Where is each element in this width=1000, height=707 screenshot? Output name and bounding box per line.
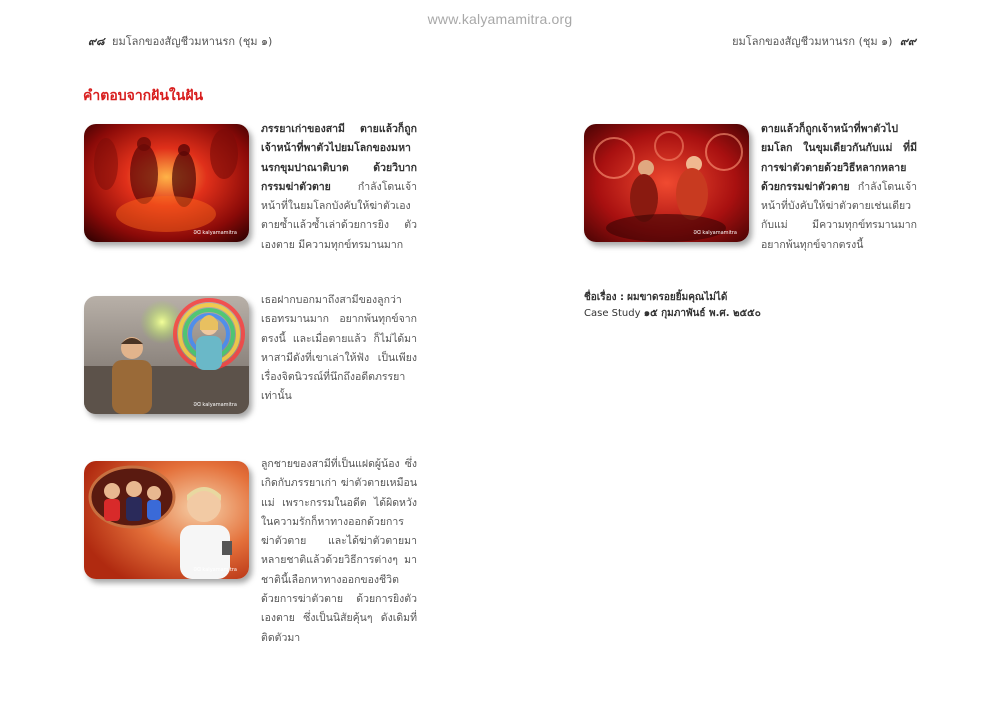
paragraph-son-fate xyxy=(761,120,917,255)
story-title-line xyxy=(584,290,784,306)
image-watermark: ᘐᗡ kalyamamitra xyxy=(193,402,237,408)
section-title: คำตอบจากฝันในฝัน xyxy=(83,88,204,104)
paragraph-wife-message xyxy=(261,291,417,407)
story-case-line xyxy=(584,306,784,322)
illustration-wife-hell xyxy=(84,124,249,242)
book-title-left: ยมโลกของสัญชีวมหานรก (ชุม ๑) xyxy=(112,35,273,48)
story-caption xyxy=(584,290,784,322)
paragraph-son-story xyxy=(261,455,417,648)
image-watermark: ᘐᗡ kalyamamitra xyxy=(193,567,237,573)
image-watermark: ᘐᗡ kalyamamitra xyxy=(693,230,737,236)
case-study-date: ๑๕ กุมภาพันธ์ พ.ศ. ๒๕๕๐ xyxy=(643,308,761,319)
paragraph-wife-fate xyxy=(261,120,417,255)
page-header-right xyxy=(732,32,920,50)
page-number-right: ๙๙ xyxy=(899,35,916,48)
paragraph-text: ลูกชายของสามีที่เป็นแฝดผู้น้อง ซึ่งเกิดกับภรรยาเก่า ฆ่าตัวตายเหมือนแม่ เพราะกรรมในอดีต ได้ผิดหวังในความรักก็หาทางออกด้วยการฆ่าตัวตาย และได้ฆ่าตัวตายมาหลายชาติแล้วด้วยวิธีการต่างๆ มาชาตินี้เลือกหาทางออกของชีวิตด้วยการฆ่าตัวตาย ด้วยการยิงตัวเองตาย ซึ่งเป็นนิสัยคุ้นๆ ดังเดิมที่ติดตัวมา xyxy=(261,458,417,644)
story-title-label: ชื่อเรื่อง : xyxy=(584,292,624,303)
story-title: ผมขาดรอยยิ้มคุณไม่ได้ xyxy=(627,292,728,303)
paragraph-bold: ภรรยาเก่าของสามี ตายแล้วก็ถูกเจ้าหน้าที่พาตัวไปยมโลกของมหานรกขุมปาณาติบาต ด้วยวิบากกรรมฆ่าตัวตาย xyxy=(261,123,417,193)
illustration-son-hell xyxy=(584,124,749,242)
paragraph-bold: ตายแล้วก็ถูกเจ้าหน้าที่พาตัวไปยมโลก ในขุมเดียวกันกับแม่ ที่มีการฆ่าตัวตายด้วยวิธีหลากหลาย ด้วยกรรมฆ่าตัวตาย xyxy=(761,123,917,193)
paragraph-text: กำลังโดนเจ้าหน้าที่บังคับให้ฆ่าตัวตายเช่นเดียวกับแม่ มีความทุกข์ทรมานมาก อยากพ้นทุกข์จากตรงนี้ xyxy=(761,180,917,251)
page-header-left xyxy=(84,32,272,50)
site-url: www.kalyamamitra.org xyxy=(427,11,573,27)
image-watermark: ᘐᗡ kalyamamitra xyxy=(193,230,237,236)
case-study-label: Case Study xyxy=(584,308,641,319)
illustration-wife-message xyxy=(84,296,249,414)
paragraph-text: เธอฝากบอกมาถึงสามีของลูกว่า เธอทรมานมาก อยากพ้นทุกข์จากตรงนี้ และเมื่อตายแล้ว ก็ไม่ได้มาหาสามีดังที่เขาเล่าให้ฟัง เป็นเพียงเรื่องจิตนิวรณ์ที่นึกถึงอดีตภรรยาเท่านั้น xyxy=(261,294,417,403)
paragraph-text: กำลังโดนเจ้าหน้าที่ในยมโลกบังคับให้ฆ่าตัวเองตายซ้ำแล้วซ้ำเล่าด้วยการยิง ตัวเองตาย มีความทุกข์ทรมานมาก xyxy=(261,180,417,251)
page-number-left: ๙๘ xyxy=(88,35,105,48)
book-title-right: ยมโลกของสัญชีวมหานรก (ชุม ๑) xyxy=(732,35,893,48)
illustration-son-suicide xyxy=(84,461,249,579)
